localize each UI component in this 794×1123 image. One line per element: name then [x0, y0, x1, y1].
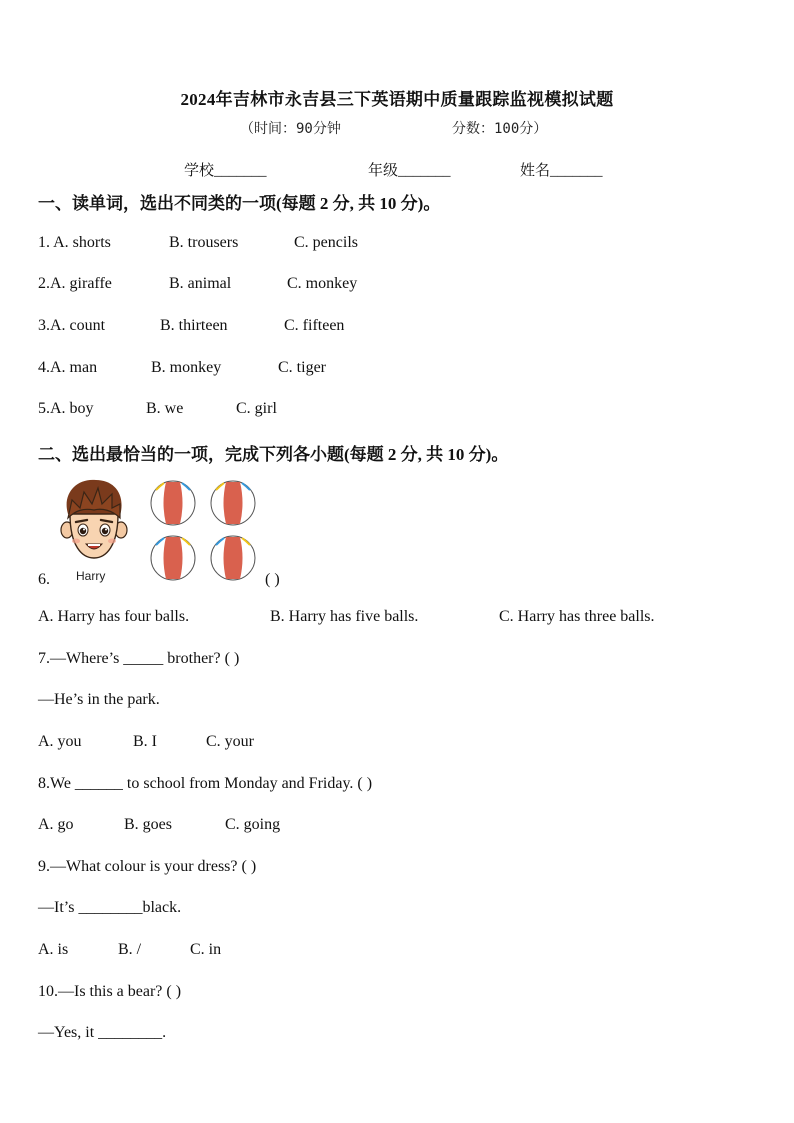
q7-option-b: B. I	[133, 733, 157, 750]
q1-option-b: B. trousers	[169, 234, 239, 251]
exam-score: 分数：100分）	[452, 121, 548, 137]
question-1	[38, 234, 358, 252]
q6-option-b: B. Harry has five balls.	[270, 608, 419, 625]
question-4	[38, 359, 326, 377]
harry-boy-image	[54, 474, 134, 564]
q2-option-a: 2.A. giraffe	[38, 275, 112, 292]
page-title: 2024年吉林市永吉县三下英语期中质量跟踪监视模拟试题	[180, 90, 614, 109]
q7-option-c: C. your	[206, 733, 254, 750]
name-field: 姓名_______	[520, 163, 603, 179]
q7-answer: —He’s in the park.	[38, 691, 160, 708]
q3-option-c: C. fifteen	[284, 317, 345, 334]
q1-option-a: 1. A. shorts	[38, 234, 111, 251]
q9-option-b: B. /	[118, 941, 142, 958]
q5-option-a: 5.A. boy	[38, 400, 94, 417]
ball-icon	[211, 481, 255, 525]
q2-option-b: B. animal	[169, 275, 232, 292]
q6-options	[38, 608, 655, 626]
q7-question: 7.—Where’s _____ brother? ( )	[38, 650, 240, 667]
q6-option-c: C. Harry has three balls.	[499, 608, 655, 625]
q8-question: 8.We ______ to school from Monday and Friday. ( )	[38, 775, 373, 792]
question-3	[38, 317, 345, 335]
section1-heading: 一、读单词，选出不同类的一项(每题 2 分, 共 10 分)。	[38, 194, 441, 213]
q8-options	[38, 816, 281, 834]
q8-option-a: A. go	[38, 816, 74, 833]
q6-number: 6.	[38, 571, 50, 588]
q7-option-a: A. you	[38, 733, 82, 750]
ball-icon	[151, 481, 195, 525]
q2-option-c: C. monkey	[287, 275, 358, 292]
q6-answer-paren: ( )	[265, 571, 280, 588]
q6-option-a: A. Harry has four balls.	[38, 608, 190, 625]
exam-time: （时间：90分钟	[240, 121, 341, 137]
q10-answer: —Yes, it ________.	[38, 1024, 167, 1041]
balls-image	[148, 478, 260, 582]
q9-option-c: C. in	[190, 941, 222, 958]
q8-option-b: B. goes	[124, 816, 172, 833]
ball-icon	[211, 536, 255, 580]
q9-answer: —It’s ________black.	[38, 899, 182, 916]
harry-caption: Harry	[76, 569, 106, 583]
q9-option-a: A. is	[38, 941, 69, 958]
q4-option-b: B. monkey	[151, 359, 222, 376]
q5-option-c: C. girl	[236, 400, 277, 417]
q1-option-c: C. pencils	[294, 234, 358, 251]
q9-options	[38, 941, 222, 959]
ball-icon	[151, 536, 195, 580]
q7-options	[38, 733, 254, 751]
q5-option-b: B. we	[146, 400, 184, 417]
q4-option-c: C. tiger	[278, 359, 326, 376]
question-5	[38, 400, 277, 418]
grade-field: 年级_______	[368, 163, 451, 179]
q4-option-a: 4.A. man	[38, 359, 98, 376]
q8-option-c: C. going	[225, 816, 281, 833]
q3-option-a: 3.A. count	[38, 317, 106, 334]
q10-question: 10.—Is this a bear? ( )	[38, 983, 182, 1000]
school-field: 学校_______	[184, 163, 267, 179]
question-2	[38, 275, 358, 293]
section2-heading: 二、选出最恰当的一项，完成下列各小题(每题 2 分, 共 10 分)。	[38, 445, 509, 464]
q9-question: 9.—What colour is your dress? ( )	[38, 858, 257, 875]
q3-option-b: B. thirteen	[160, 317, 228, 334]
